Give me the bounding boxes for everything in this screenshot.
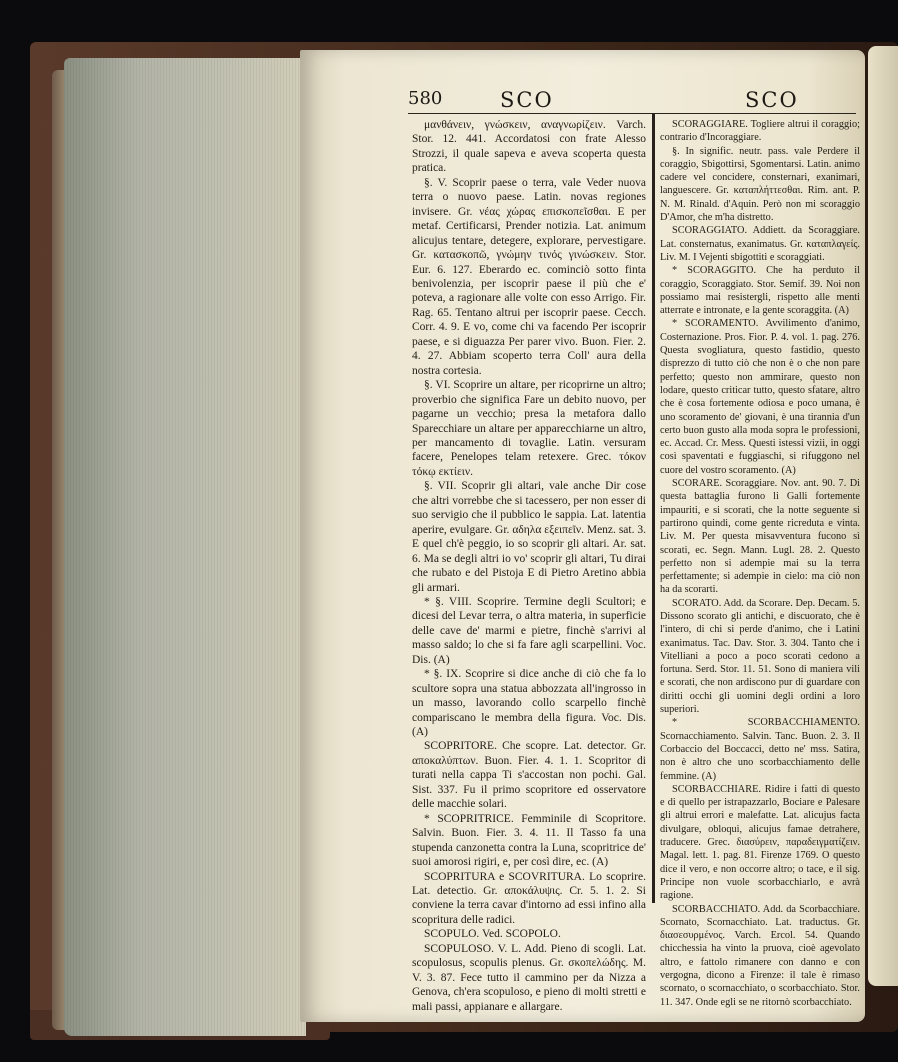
entry-paragraph: * §. VIII. Scoprire. Termine degli Scultori; e dicesi del Levar terra, o altra materia, in superficie delle cave de' marmi e pietre, finchè s'arrivi al masso saldo; lo che si fa fare agli scarpellini. Voc. Dis. (A) [412, 595, 646, 666]
facing-page-edge [868, 46, 898, 986]
entry-paragraph: * §. IX. Scoprire si dice anche di ciò che fa lo scultore sopra una statua abbozzata all'ingrosso in un masso, lavorando collo scarpello finchè compariscano le membra della figura. Voc. Dis. (A) [412, 668, 646, 739]
page-number: 580 [408, 88, 443, 109]
column-divider [652, 113, 655, 903]
entry-paragraph: SCORBACCHIATO. Add. da Scorbacchiare. Scornato, Scornacchiato. Lat. traductus. Gr. διασεσυρμένος. Varch. Ercol. 54. Quando chicchessia ha vinto la pruova, cioè agevolato altro, e fattolo rimanere con danno e con vergogna, dicono a Firenze: il tale è rimaso scornato, o scornacchiato, o scorbacchiato. Stor. 11. 347. Onde egli se ne ritornò scorbacchiato. [660, 903, 860, 1008]
entry-paragraph: * SCORAMENTO. Avvilimento d'animo, Costernazione. Pros. Fior. P. 4. vol. 1. pag. 276. Questa svogliatura, questo fastidio, questo disprezzo di tutto ciò che non è o che non pare perfetto; questo non ammirare, questo non lodare, questo criticar tutto, questo sfatare, altro che è cosa fortemente odiosa e poco umana, è uno scoramento de' giovani, è una tirannia d'un certo buon gusto alla moda sopra le professioni, ec. Accad. Cr. Mess. Questi istessi vizii, in oggi così spaventati e fuggiaschi, si rifuggono nel cuore del vostro scoramento. (A) [660, 318, 860, 476]
header-rule [408, 113, 856, 114]
running-head-left: SCO [500, 88, 554, 112]
entry-paragraph: SCORAGGIARE. Togliere altrui il coraggio; contrario d'Incoraggiare. [660, 119, 860, 144]
entry-paragraph: §. VI. Scoprire un altare, per ricoprirne un altro; proverbio che significa Fare un debito nuovo, per pagarne un vecchio; presa la metafora dallo Sparecchiare un altare per apparecchiarne un altro, per mancamento di tovaglie. Latin. versuram facere, Penelopes telam retexere. Grec. τόκον τόκῳ εκτίειν. [412, 379, 646, 478]
entry-paragraph: μανθάνειν, γνώσκειν, αναγνωρίζειν. Varch. Stor. 12. 441. Accordatosi con frate Alesso Strozzi, il quale sapeva e aveva scoperta questa pratica. [412, 119, 646, 175]
left-column [412, 118, 646, 1014]
entry-paragraph: §. In signific. neutr. pass. vale Perdere il coraggio, Sbigottirsi, Sgomentarsi. Latin. animo cadere vel concidere, consternari, exanimari, languescere. Gr. καταπλήττεσθαι. Rim. ant. P. N. M. Rinald. d'Aquin. Però non mi scoraggio D'Amor, che m'ha distretto. [660, 145, 860, 224]
running-head-right: SCO [745, 88, 799, 112]
entry-paragraph: * SCOPRITRICE. Femminile di Scopritore. Salvin. Buon. Fier. 3. 4. 11. Il Tasso fa una stupenda canzonetta contra la Luna, scopritrice de' suoi amorosi rigiri, e, per così dire, ec. (A) [412, 812, 646, 869]
entry-paragraph: SCORBACCHIARE. Ridire i fatti di questo e di quello per istrapazzarlo, Bociare e Palesare gli altrui errori e malefatte. Lat. alicujus facta divulgare, obloqui, alicujus famae detrahere, traducere. Grec. διασύρειν, παραδειγματίζειν. Magal. lett. 1. pag. 81. Firenze 1769. O questo dice il vero, e non occorre altro; o tace, e il sig. Principe non vuole scorbacchiarlo, e avrà ragione. [660, 783, 860, 902]
entry-paragraph: SCORAGGIATO. Addiett. da Scoraggiare. Lat. consternatus, exanimatus. Gr. καταπλαγείς. Liv. M. I Vejenti sbigottiti e scoraggiati. [660, 225, 860, 263]
page-block-edges [64, 58, 306, 1036]
entry-paragraph: SCORARE. Scoraggiare. Nov. ant. 90. 7. Di questa battaglia furono li Galli fortemente impauriti, e si scorati, che la notte seguente si partirono quindi, come gente ricreduta e vinta. Liv. M. Per questa misavventura fucono sì scorati, ec. Segn. Mann. Lugl. 28. 2. Questo perfetto non si adempie mai su la terra perfettamente; si adempie in cielo: ma ciò non ha da scorarti. [660, 478, 860, 596]
entry-paragraph: * SCORBACCHIAMENTO. Scornacchiamento. Salvin. Tanc. Buon. 2. 3. Il Corbaccio del Boccacci, detto ne' mss. Satira, non è altro che uno scorbacchiamento delle femmine. (A) [660, 717, 860, 782]
entry-paragraph: SCOPULO. Ved. SCOPOLO. [424, 928, 561, 941]
entry-paragraph: SCORATO. Add. da Scorare. Dep. Decam. 5. Dissono scorato gli antichi, e discuorato, che è l'intero, di chi si perde d'animo, che i Latini exanimatus. Tac. Dav. Stor. 3. 304. Tanto che i Vitelliani a poco a poco scorati cedono a fortuna. Serd. Stor. 11. 51. Sono di maniera vili e scorati, che non ardiscono pur di guardare con diritti occhi gli uomini degli ordini a loro superiori. [660, 597, 860, 716]
entry-paragraph: SCOPRITORE. Che scopre. Lat. detector. Gr. αποκαλύπτων. Buon. Fier. 4. 1. 1. Scopritor di turati nella cappa Ti s'accostan non pochi. Gal. Sist. 337. Fu il primo scopritore ed osservatore delle macchie solari. [412, 740, 646, 811]
entry-paragraph: §. VII. Scoprir gli altari, vale anche Dir cose che altri vorrebbe che si tacessero, per non esser di suo servigio che il pubblico le sappia. Lat. latentia aperire, evulgare. Gr. αδηλα εξειπεῖν. Menz. sat. 3. E quel ch'è peggio, io so scoprir gli altari. Ar. sat. 6. Ma se degli altri io vo' scoprir gli altari, Tu dirai che rubato e del Pistoja E di Pietro Aretino abbia gli armari. [412, 480, 646, 594]
entry-paragraph: §. V. Scoprir paese o terra, vale Veder nuova terra o nuovo paese. Latin. novas regiones invisere. Gr. νέας χώρας επισκοπεῖσθαι. E per metaf. Certificarsi, Prender notizia. Lat. animum alicujus tentare, detegere, explorare, pervestigare. Gr. κατασκοπῶ, γνώμην τινός γινώσκειν. Stor. Eur. 6. 127. Eberardo ec. cominciò sotto finta benivolenzia, per iscoprir paese il più che e' poteva, a ragionare alle volte con esso Arrigo. Fir. Rag. 65. Tentano altrui per iscoprir paese. Cecch. Corr. 4. 9. E vo, come chi va facendo Per iscoprir paese, e si diguazza Per parer vivo. Buon. Fier. 2. 4. 27. Abbiam scoperto terra Coll' aura della nostra cortesia. [412, 176, 646, 377]
entry-paragraph: * SCORAGGITO. Che ha perduto il coraggio, Scoraggiato. Stor. Semif. 39. Noi non possiamo mai resistergli, rispetto alle menti atterrate e intronate, e la gente scoraggita. (A) [660, 265, 860, 317]
right-column [660, 118, 860, 1009]
entry-paragraph: SCOPRITURA e SCOVRITURA. Lo scoprire. Lat. detectio. Gr. αποκάλυψις. Cr. 5. 1. 2. Si conviene la terra cavar d'intorno ad essi infino alla scopritura delle radici. [412, 870, 646, 926]
entry-paragraph: SCOPULOSO. V. L. Add. Pieno di scogli. Lat. scopulosus, scopulis plenus. Gr. σκοπελώδης. M. V. 3. 87. Fece tutto il cammino per da Nizza a Genova, ch'era scopuloso, e pieno di molti stretti e mali passi, appianare e allargare. [412, 942, 646, 1013]
